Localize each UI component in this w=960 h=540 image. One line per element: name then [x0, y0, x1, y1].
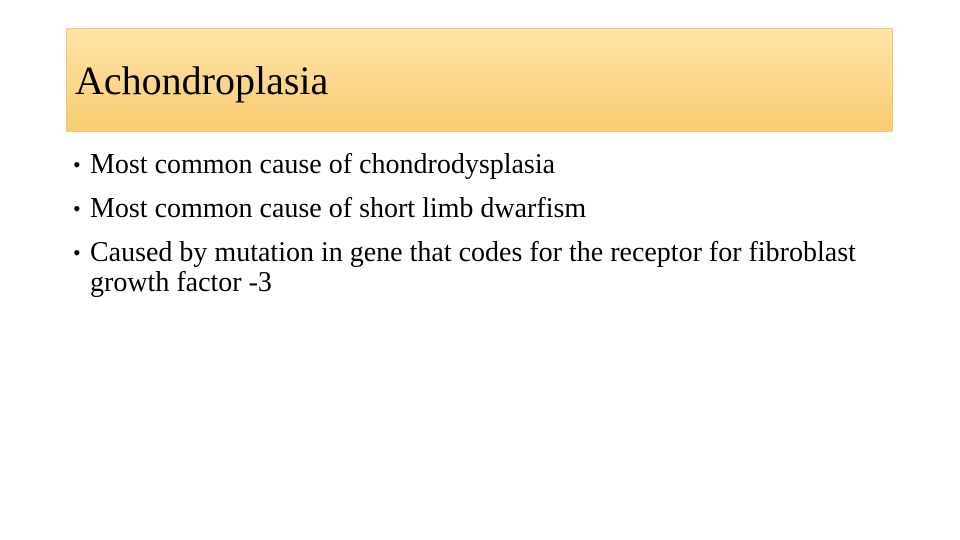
bullet-item: [72, 194, 912, 224]
bullet-text: Most common cause of chondrodysplasia: [90, 149, 556, 180]
bullet-item: [72, 238, 870, 298]
slide-title-bar: [66, 28, 893, 132]
bullet-item: [72, 150, 912, 180]
bullet-dot-icon: •: [73, 196, 81, 221]
bullet-text: Caused by mutation in gene that codes for the receptor for fibroblast growth factor -3: [90, 237, 856, 298]
bullet-dot-icon: •: [73, 152, 81, 177]
bullet-text: Most common cause of short limb dwarfism: [90, 193, 587, 224]
bullet-dot-icon: •: [73, 240, 81, 265]
bullet-list: [72, 150, 912, 312]
slide-title: Achondroplasia: [75, 58, 329, 103]
